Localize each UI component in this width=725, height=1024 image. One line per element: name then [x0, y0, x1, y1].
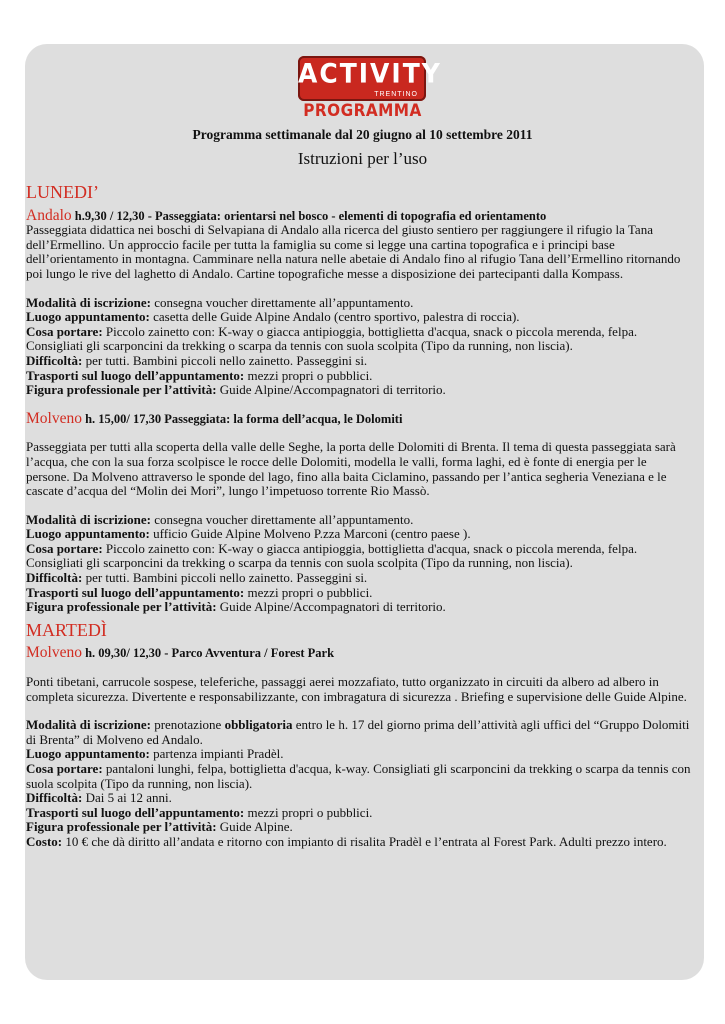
activity-description: Passeggiata didattica nei boschi di Selvapiana di Andalo alla ricerca del giusto sentiero per raggiungere il rifugio la Tana dell’Ermellino. Un approccio facile per tutta la famiglia su come si legge una cartina topografica e i principi base dell’orientamento in montagna. Camminare nella natura nelle abetaie di Andalo fino al rifugio Tana dell’Ermellino ritornando poi lungo le rive del laghetto di Andalo. Cartine topografiche messe a disposizione dei partecipanti dalla Kompass.	[26, 222, 681, 281]
detail-portare: Cosa portare: Piccolo zainetto con: K-way o giacca antipioggia, bottiglietta d'acqua, snack o piccola merenda, felpa. Consigliati gli scarponcini da trekking o scarpa da tennis con suola scolpita (Tipo da running, non liscia).	[26, 540, 638, 571]
activity-heading	[26, 646, 691, 661]
detail-luogo: Luogo appuntamento: ufficio Guide Alpine Molveno P.zza Marconi (centro paese ).	[26, 526, 471, 542]
activity-description: Passeggiata per tutti alla scoperta della valle delle Seghe, la porta delle Dolomiti di Brenta. Il tema di questa passeggiata sarà l’acqua, che con la sua forza scolpisce le rocce delle Dolomiti, modella le valli, forma laghi, ed è fonte di energia per le persone. Da Molveno attraverso le sponde del lago, fino alla baita Ciclamino, passando per l’antica segheria Veneziana e le cascate d’acqua del “Molin dei Mori”, lungo l’impetuoso torrente Rio Massò.	[26, 439, 676, 499]
detail-luogo: Luogo appuntamento: casetta delle Guide Alpine Andalo (centro sportivo, palestra di roccia).	[26, 309, 520, 325]
logo-subtext: TRENTINO	[374, 91, 418, 98]
detail-trasporti: Trasporti sul luogo dell’appuntamento: mezzi propri o pubblici.	[26, 804, 373, 820]
detail-difficolta: Difficoltà: per tutti. Bambini piccoli nello zainetto. Passeggini si.	[26, 570, 368, 586]
activity-description: Ponti tibetani, carrucole sospese, teleferiche, passaggi aerei mozzafiato, tutto organizzato in circuiti da albero ad albero in completa sicurezza. Divertente e responsabilizzante, con imbragatura di sicurezza . Briefing e supervisione delle Guide Alpine.	[26, 674, 687, 704]
activity-place: Andalo	[26, 206, 72, 224]
detail-iscrizione: Modalità di iscrizione: consegna voucher direttamente all’appuntamento.	[26, 511, 414, 527]
detail-figura: Figura professionale per l’attività: Guide Alpine.	[26, 819, 293, 835]
detail-figura: Figura professionale per l’attività: Guide Alpine/Accompagnatori di territorio.	[26, 382, 446, 398]
activity-trentino-logo	[298, 56, 442, 101]
activity-time-title: h. 09,30/ 12,30 - Parco Avventura / Forest Park	[81, 646, 335, 661]
detail-difficolta: Difficoltà: per tutti. Bambini piccoli nello zainetto. Passeggini si.	[26, 352, 368, 368]
activity-molveno-afternoon	[26, 409, 691, 615]
programma-heading: PROGRAMMA	[303, 101, 422, 121]
activity-time-title: h.9,30 / 12,30 - Passeggiata: orientarsi nel bosco - elementi di topografia ed orientamento	[71, 208, 547, 223]
detail-luogo: Luogo appuntamento: partenza impianti Pradèl.	[26, 746, 284, 762]
detail-trasporti: Trasporti sul luogo dell’appuntamento: mezzi propri o pubblici.	[26, 584, 373, 600]
day-heading-monday: LUNEDI’	[26, 182, 99, 202]
schedule-subtitle: Programma settimanale dal 20 giugno al 10 settembre 2011	[192, 127, 533, 142]
activity-time-title: h. 15,00/ 17,30 Passeggiata: la forma dell’acqua, le Dolomiti	[81, 411, 403, 426]
detail-costo: Costo: 10 € che dà diritto all’andata e ritorno con impianto di risalita Pradèl e l’entrata al Forest Park. Adulti prezzo intero.	[26, 833, 667, 849]
detail-figura: Figura professionale per l’attività: Guide Alpine/Accompagnatori di territorio.	[26, 599, 446, 615]
detail-difficolta: Difficoltà: Dai 5 ai 12 anni.	[26, 790, 172, 806]
detail-trasporti: Trasporti sul luogo dell’appuntamento: mezzi propri o pubblici.	[26, 367, 373, 383]
activity-andalo	[26, 206, 691, 398]
detail-iscrizione: Modalità di iscrizione: prenotazione obbligatoria entro le h. 17 del giorno prima dell’attività agli uffici del “Gruppo Dolomiti di Brenta” di Molveno ed Andalo.	[26, 717, 690, 747]
instructions-title: Istruzioni per l’uso	[297, 149, 428, 168]
activity-heading	[26, 409, 691, 427]
logo-word: ACTIVITY	[298, 58, 442, 89]
day-heading-tuesday: MARTEDÌ	[26, 619, 107, 640]
program-content	[26, 182, 691, 850]
activity-place: Molveno	[26, 644, 82, 662]
detail-portare: Cosa portare: Piccolo zainetto con: K-way o giacca antipioggia, bottiglietta d'acqua, snack o piccola merenda, felpa. Consigliati gli scarponcini da trekking o scarpa da tennis con suola scolpita (Tipo da running, non liscia).	[26, 323, 638, 354]
activity-heading	[26, 206, 691, 224]
detail-portare: Cosa portare: pantaloni lunghi, felpa, bottiglietta d'acqua, k-way. Consigliati gli scarponcini da trekking o scarpa da tennis con suola scolpita (Tipo da running, non liscia).	[26, 761, 691, 791]
detail-iscrizione: Modalità di iscrizione: consegna voucher direttamente all’appuntamento.	[26, 294, 414, 310]
activity-forest-park	[26, 646, 691, 849]
activity-place: Molveno	[26, 409, 82, 427]
